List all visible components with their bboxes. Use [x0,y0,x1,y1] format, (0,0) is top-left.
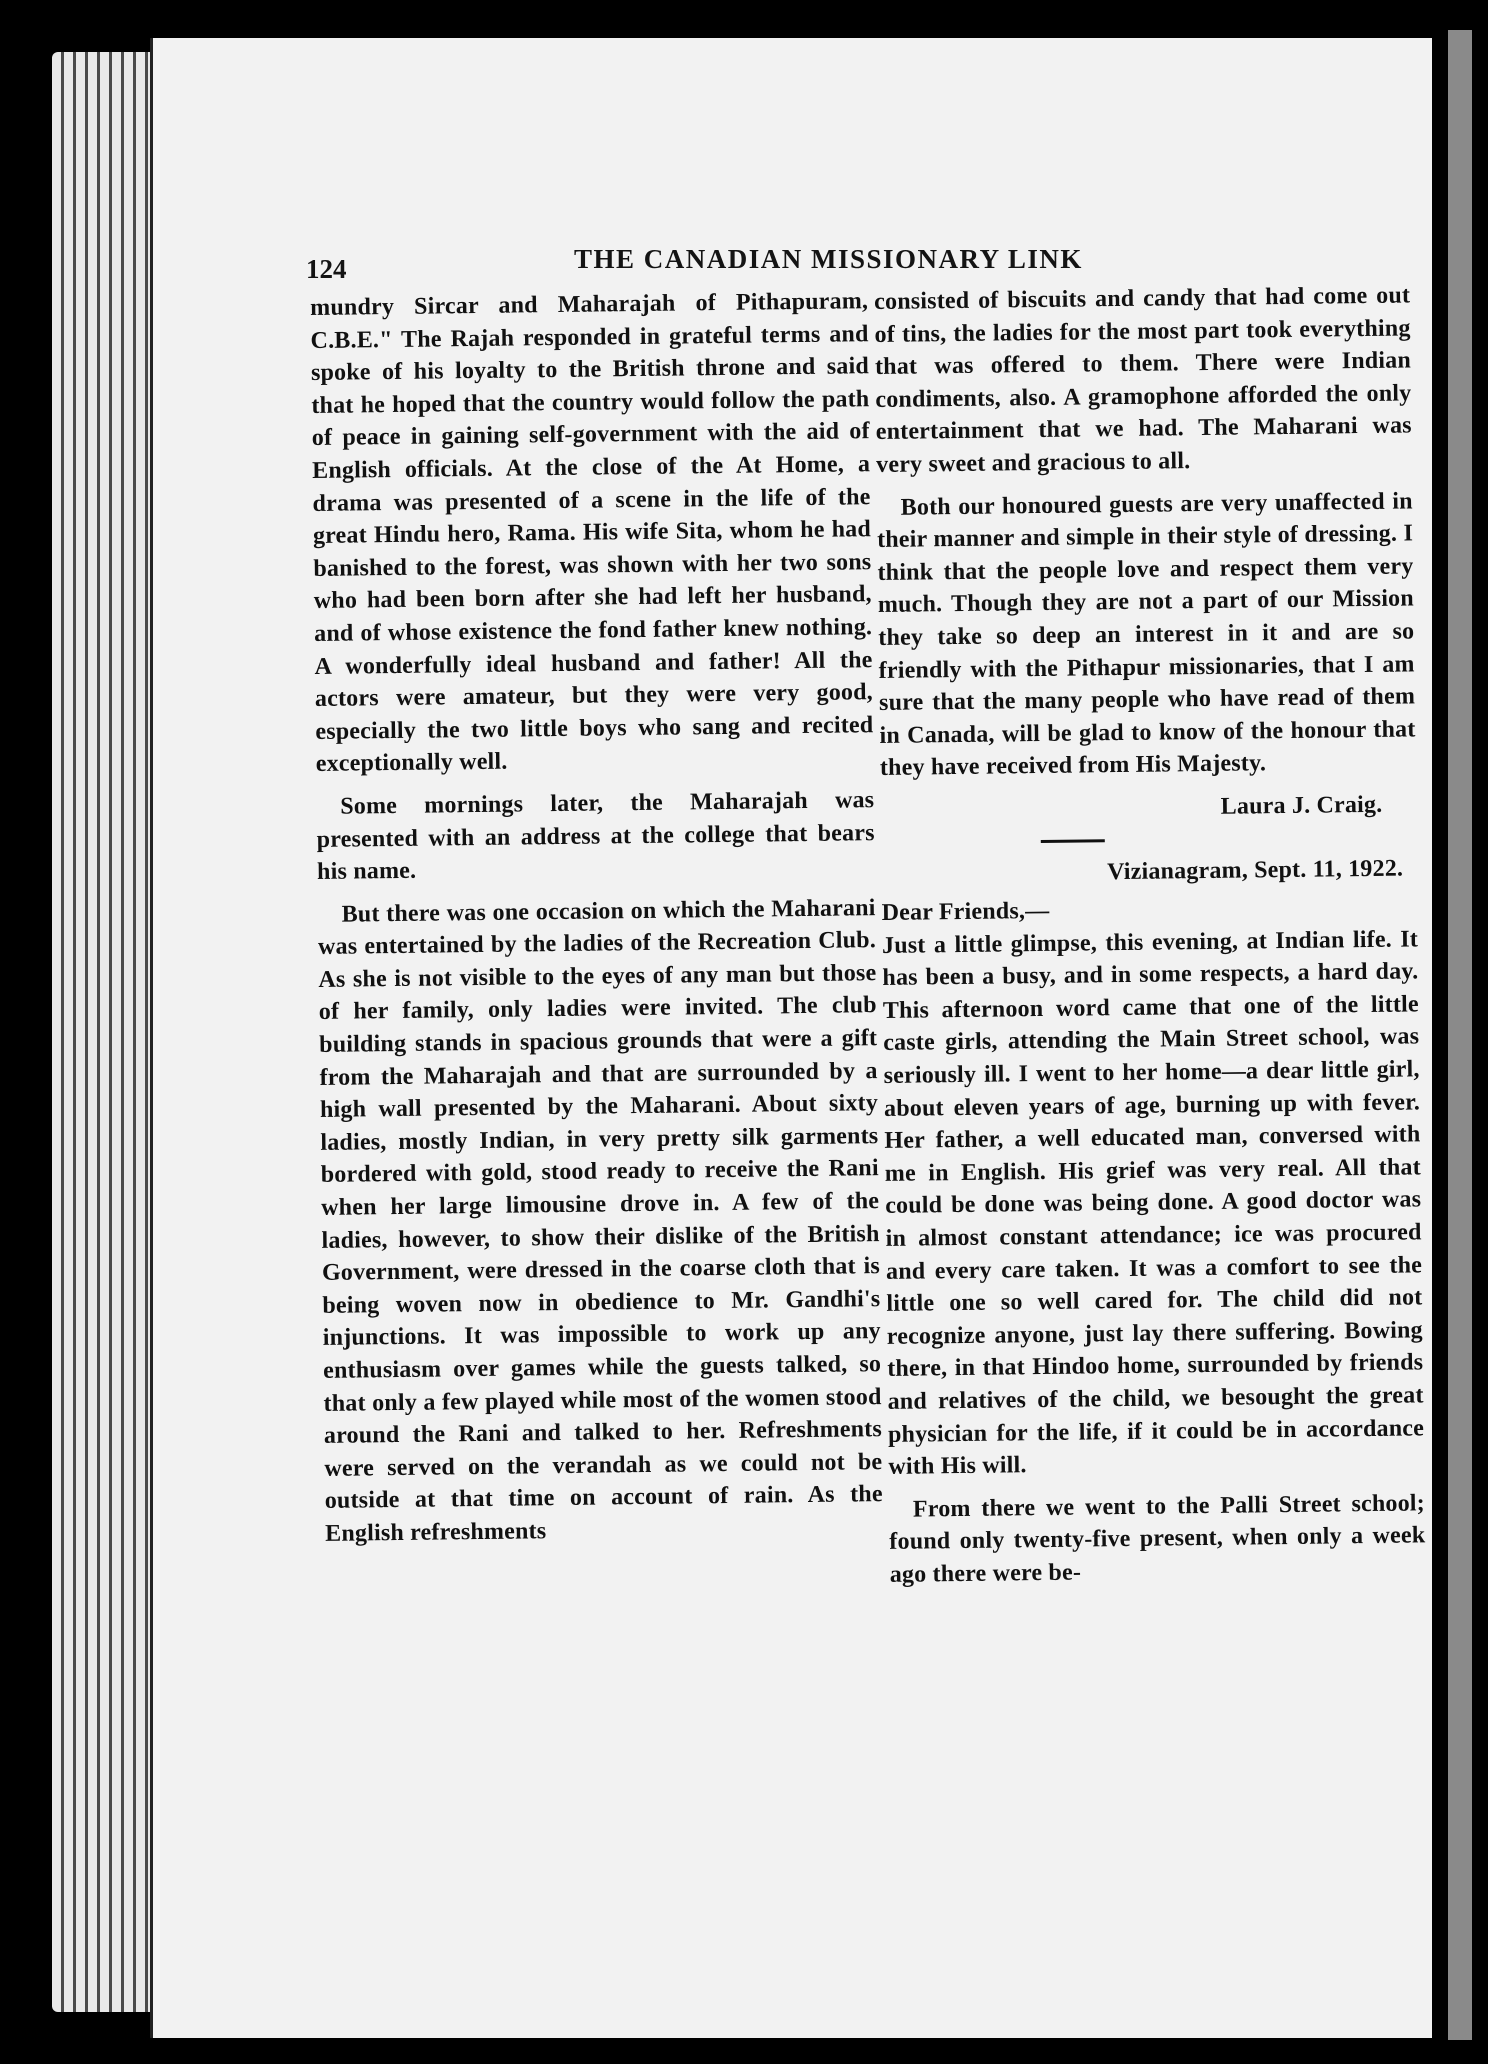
section-divider [1041,839,1105,843]
page-header [306,232,1416,282]
signature: Laura J. Craig. [1220,791,1383,820]
paragraph: Just a little glimpse, this evening, at Indian life. It has been a busy, and in some respects, a hard day. This afternoon word came that one of the little caste girls, attending the Main Street school, was seriously ill. I went to her home—a dear little girl, about eleven years of age, burning up with fever. Her father, a well educated man, conversed with me in English. His grief was very real. All that could be done was being done. A good doctor was in almost constant attendance; ice was procured and every care taken. It was a comfort to see the little one so well cared for. The child did not recognize anyone, just lay there suffering. Bowing there, in that Hindoo home, surrounded by friends and relatives of the child, we besought the great physician for the life, if it could be in accordance with His will. [881,926,1425,1481]
page-number: 124 [306,254,347,284]
scan-gutter-strip [1448,30,1472,2040]
journal-title: THE CANADIAN MISSIONARY LINK [574,244,1083,274]
right-column [874,279,1426,1601]
left-column [310,285,883,1560]
dateline: Vizianagram, Sept. 11, 1922. [1106,855,1404,885]
paragraph: mundry Sircar and Maharajah of Pithapuram, C.B.E." The Rajah responded in grateful terms and spoke of his loyalty to the British throne and said that he hoped that the country would follow the path of peace in gaining self-government with the aid of English officials. At the close of the At Home, a drama was presented of a scene in the life of the great Hindu hero, Rama. His wife Sita, whom he had banished to the forest, was shown with her two sons who had been born after she had left her husband, and of whose existence the fond father knew nothing. A wonderfully ideal husband and father! All the actors were amateur, but they were very good, especially the two little boys who sang and recited exceptionally well. [310,288,874,778]
paragraph: Some mornings later, the Maharajah was presented with an address at the college that bears his name. [316,787,875,886]
salutation: Dear Friends,— [881,897,1050,927]
paragraph: From there we went to the Palli Street school; found only twenty-five present, when only a week ago there were be- [889,1490,1426,1588]
paragraph: consisted of biscuits and candy that had come out of tins, the ladies for the most part took everything that was offered to them. There were Indian condiments, also. A gramophone afforded the only entertainment that we had. The Maharani was very sweet and gracious to all. [874,282,1412,478]
paragraph: Both our honoured guests are very unaffected in their manner and simple in their style of dressing. I think that the people love and respect them very much. Though they are not a part of our Mission they take so deep an interest in it and are so friendly with the Pithapur missionaries, that I am sure that the many people who have read of them in Canada, will be glad to know of the honour that they have received from His Majesty. [876,487,1416,782]
paragraph: But there was one occasion on which the Maharani was entertained by the ladies of the Recreation Club. As she is not visible to the eyes of any man but those of her family, only ladies were invited. The club building stands in spacious grounds that were a gift from the Maharajah and that are surrounded by a high wall presented by the Maharani. About sixty ladies, mostly Indian, in very pretty silk garments bordered with gold, stood ready to receive the Rani when her large limousine drove in. A few of the ladies, however, to show their dislike of the British Government, were dressed in the coarse cloth that is being woven now in obedience to Mr. Gandhi's injunctions. It was impossible to work up any enthusiasm over games while the guests talked, so that only a few played while most of the women stood around the Rani and talked to her. Refreshments were served on the verandah as we could not be outside at that time on account of rain. As the English refreshments [317,894,883,1547]
